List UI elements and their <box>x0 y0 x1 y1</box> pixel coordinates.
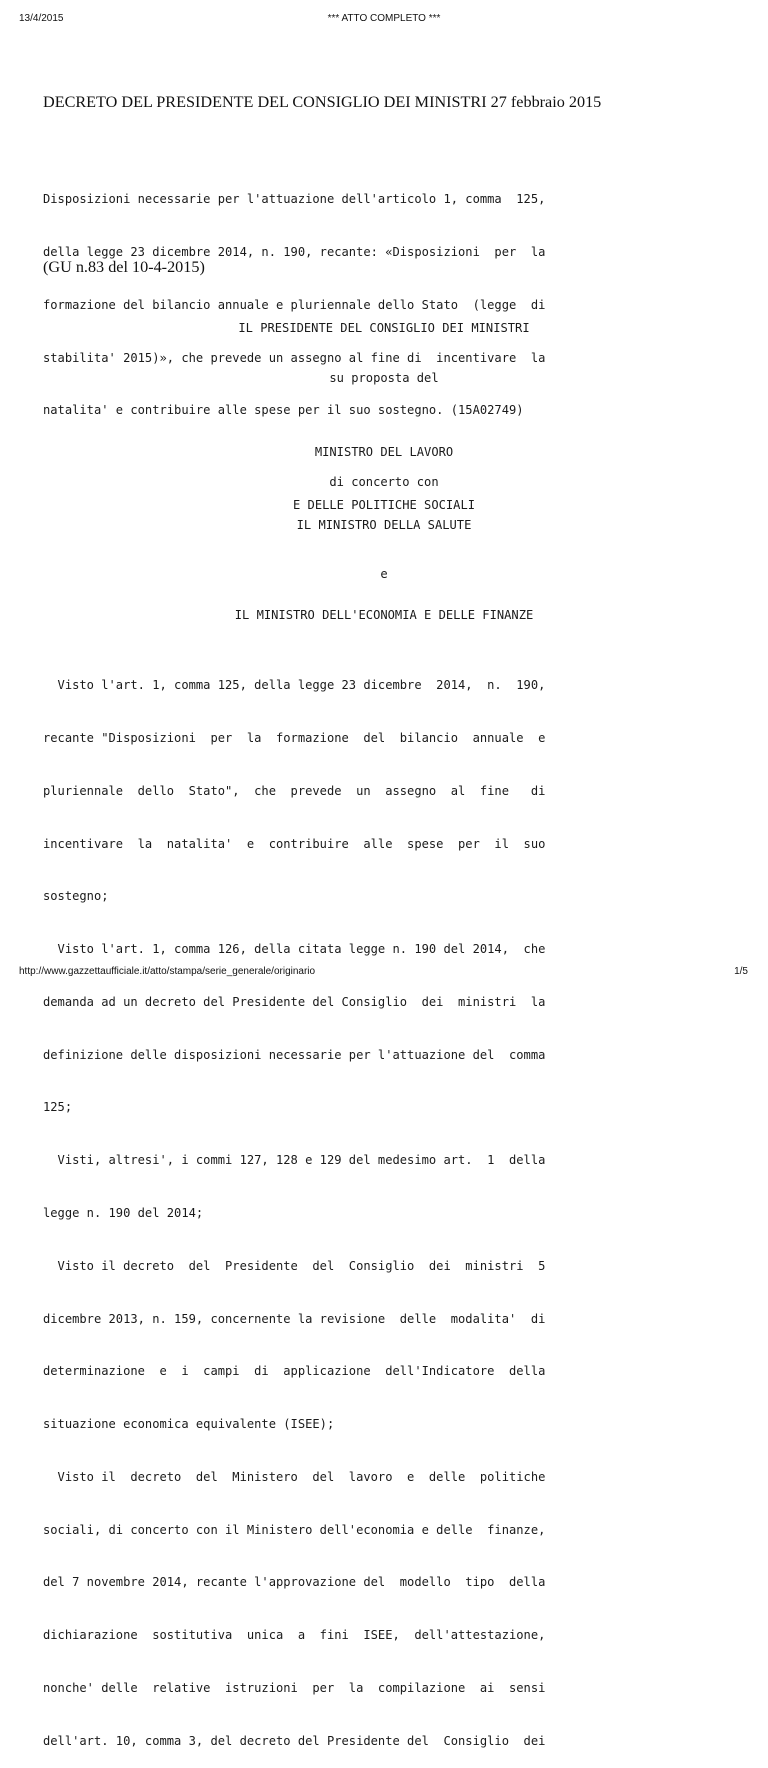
document-title: DECRETO DEL PRESIDENTE DEL CONSIGLIO DEI MINISTRI 27 febbraio 2015 <box>43 93 602 111</box>
body-line: Visto il decreto del Ministero del lavoro e delle politiche <box>43 1469 546 1484</box>
minister-labour-line: E DELLE POLITICHE SOCIALI <box>292 497 476 512</box>
body-line: situazione economica equivalente (ISEE); <box>43 1417 335 1432</box>
document-summary <box>43 156 545 438</box>
body-line: recante "Disposizioni per la formazione del bilancio annuale e <box>43 730 546 745</box>
print-title: *** ATTO COMPLETO *** <box>327 13 441 24</box>
minister-economy: IL MINISTRO DELL'ECONOMIA E DELLE FINANZE <box>234 608 534 622</box>
summary-line: della legge 23 dicembre 2014, n. 190, recante: «Disposizioni per la <box>43 244 546 259</box>
heading-president: IL PRESIDENTE DEL CONSIGLIO DEI MINISTRI <box>238 321 530 335</box>
summary-line: stabilita' 2015)», che prevede un assegno al fine di incentivare la <box>43 350 546 365</box>
body-line: nonche' delle relative istruzioni per la compilazione ai sensi <box>43 1681 546 1696</box>
body-line: pluriennale dello Stato", che prevede un assegno al fine di <box>43 783 546 798</box>
body-line: incentivare la natalita' e contribuire alle spese per il suo <box>43 836 546 851</box>
body-line: Visti, altresi', i commi 127, 128 e 129 del medesimo art. 1 della <box>43 1153 546 1168</box>
proposal-line: su proposta del <box>329 371 439 385</box>
gazette-reference: (GU n.83 del 10-4-2015) <box>43 258 205 276</box>
body-line: Visto l'art. 1, comma 126, della citata legge n. 190 del 2014, che <box>43 942 546 957</box>
minister-health: IL MINISTRO DELLA SALUTE <box>296 518 472 532</box>
print-footer <box>0 966 768 980</box>
print-date: 13/4/2015 <box>19 13 64 24</box>
body-line: definizione delle disposizioni necessarie per l'attuazione del comma <box>43 1047 546 1062</box>
minister-labour <box>0 409 768 532</box>
body-line: sostegno; <box>43 889 109 904</box>
body-line: Visto il decreto del Presidente del Consiglio dei ministri 5 <box>43 1258 546 1273</box>
body-line: demanda ad un decreto del Presidente del Consiglio dei ministri la <box>43 994 546 1009</box>
body-line: dell'art. 10, comma 3, del decreto del Presidente del Consiglio dei <box>43 1733 546 1748</box>
concert-line: di concerto con <box>329 475 439 489</box>
page-number: 1/5 <box>734 966 748 977</box>
print-header <box>0 13 768 27</box>
source-url-link[interactable]: http://www.gazzettaufficiale.it/atto/stampa/serie_generale/originario <box>19 966 316 977</box>
body-line: del 7 novembre 2014, recante l'approvazione del modello tipo della <box>43 1575 546 1590</box>
body-line: dichiarazione sostitutiva unica a fini ISEE, dell'attestazione, <box>43 1628 546 1643</box>
summary-line: formazione del bilancio annuale e pluriennale dello Stato (legge di <box>43 297 546 312</box>
minister-labour-line: MINISTRO DEL LAVORO <box>314 445 454 460</box>
document-body <box>43 642 545 1768</box>
conjunction-line: e <box>380 567 388 581</box>
summary-line: Disposizioni necessarie per l'attuazione dell'articolo 1, comma 125, <box>43 192 546 207</box>
body-line: dicembre 2013, n. 159, concernente la revisione delle modalita' di <box>43 1311 546 1326</box>
body-line: legge n. 190 del 2014; <box>43 1206 204 1220</box>
body-line: sociali, di concerto con il Ministero dell'economia e delle finanze, <box>43 1522 546 1537</box>
body-line: determinazione e i campi di applicazione dell'Indicatore della <box>43 1364 546 1379</box>
body-line: Visto l'art. 1, comma 125, della legge 23 dicembre 2014, n. 190, <box>43 678 546 693</box>
summary-line: natalita' e contribuire alle spese per il suo sostegno. (15A02749) <box>43 403 524 418</box>
body-line: 125; <box>43 1100 73 1115</box>
